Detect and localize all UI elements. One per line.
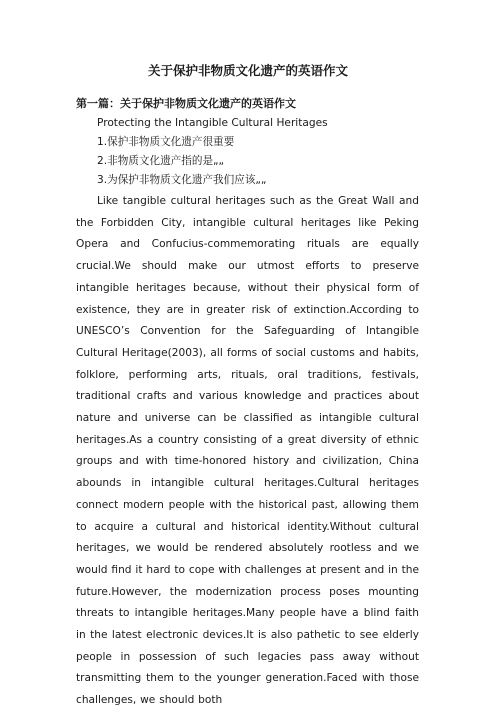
outline-item-2: 2.非物质文化遗产指的是„„	[97, 155, 225, 167]
essay-title: Protecting the Intangible Cultural Heritages	[97, 117, 328, 129]
outline-item-3: 3.为保护非物质文化遗产我们应该„„	[97, 174, 267, 186]
section-heading: 第一篇：关于保护非物质文化遗产的英语作文	[76, 97, 296, 110]
document-title: 关于保护非物质文化遗产的英语作文	[147, 63, 348, 78]
essay-body: Like tangible cultural heritages such as the Great Wall and the Forbidden City, intangible cultural heritages like Peking Opera and Confucius-commemorating rituals are equally crucial.We should make our utmost efforts to preserve intangible heritages because, without their physical form of existence, they are in greater risk of extinction.According to UNESCO’s Convention for the Safeguarding of Intangible Cultural Heritage(2003), all forms of social customs and habits, folklore, performing arts, rituals, oral traditions, festivals, traditional crafts and various knowledge and practices about nature and universe can be classified as intangible cultural heritages.As a country consisting of a great diversity of ethnic groups and with time-honored history and civilization, China abounds in intangible cultural heritages.Cultural heritages connect modern people with the historical past, allowing them to acquire a cultural and historical identity.Without cultural heritages, we would be rendered absolutely rootless and we would find it hard to cope with challenges at present and in the future.However, the modernization process poses mounting threats to intangible heritages.Many people have a blind faith in the latest electronic devices.It is also pathetic to see elderly people in possession of such legacies pass away without transmitting them to the younger generation.Faced with those challenges, we should both	[76, 195, 419, 707]
outline-item-1: 1.保护非物质文化遗产很重要	[97, 136, 235, 148]
